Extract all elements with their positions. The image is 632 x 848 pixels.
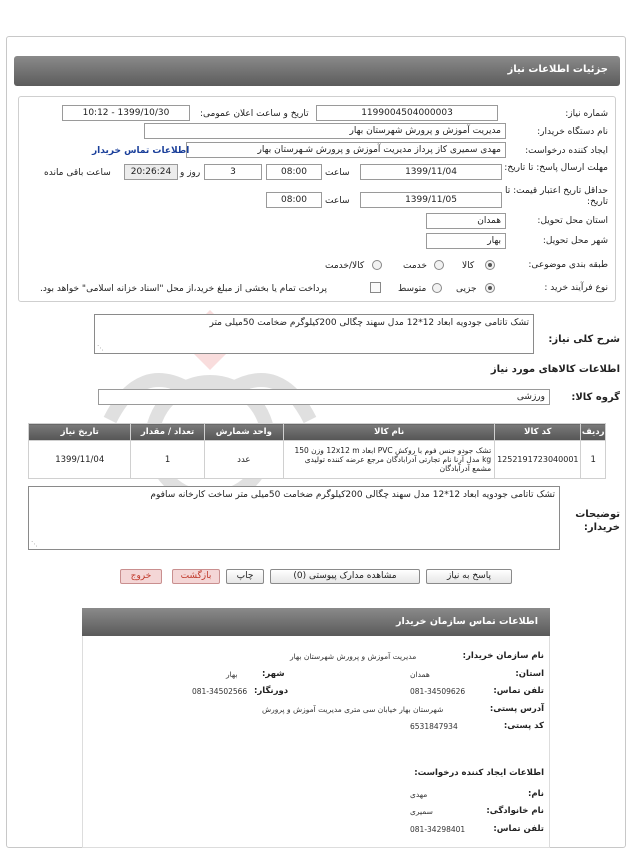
category-option-goods: کالا <box>462 261 475 271</box>
goods-section-title: اطلاعات کالاهای مورد نیاز <box>490 364 620 375</box>
cell-date: 1399/11/04 <box>29 441 131 479</box>
category-radio-goods[interactable] <box>485 260 495 270</box>
province-label: استان محل تحویل: <box>537 216 608 226</box>
summary-label: شرح کلی نیاز: <box>548 334 620 345</box>
summary-textarea[interactable] <box>94 314 534 354</box>
category-option-service: خدمت <box>403 261 427 271</box>
days-field[interactable]: 3 <box>204 164 262 180</box>
process-radio-medium[interactable] <box>432 283 442 293</box>
goods-group-label: گروه کالا: <box>571 392 620 403</box>
cell-unit: عدد <box>204 441 283 479</box>
deadline-date-field[interactable]: 1399/11/04 <box>360 164 502 180</box>
cell-row: 1 <box>581 441 606 479</box>
need-number-label: شماره نیاز: <box>565 109 608 119</box>
remaining-label: ساعت باقی مانده <box>44 168 111 178</box>
summary-text: تشک تاتامی جودویه ابعاد 12*12 مدل سهند چگالی 200کیلوگرم ضخامت 50میلی متر <box>209 318 529 328</box>
col-code: کد کالا <box>495 424 581 441</box>
category-radio-service[interactable] <box>434 260 444 270</box>
contact-panel-title: اطلاعات تماس سازمان خریدار <box>82 608 550 636</box>
col-name: نام کالا <box>284 424 495 441</box>
category-option-both: کالا/خدمت <box>325 261 365 271</box>
buyer-notes-text: تشک تاتامی جودویه ابعاد 12*12 مدل سهند چگالی 200کیلوگرم ضخامت 50میلی متر ساخت کارخانه سافوم <box>150 490 555 500</box>
contact-city-value: بهار <box>226 670 238 679</box>
buyer-contact-link[interactable]: اطلاعات تماس خریدار <box>92 146 190 156</box>
contact-address-value: شهرستان بهار خیابان سی متری مدیریت آموزش و پرورش <box>262 705 444 714</box>
buyer-field[interactable]: مدیریت آموزش و پرورش شهرستان بهار <box>144 123 506 139</box>
print-button[interactable]: چاپ <box>226 569 264 584</box>
creator-name-label: نام: <box>527 789 544 799</box>
creator-phone-value: 081-34298401 <box>410 825 466 834</box>
contact-province-label: استان: <box>515 669 544 679</box>
contact-city-label: شهر: <box>262 669 285 679</box>
contact-province-value: همدان <box>410 670 430 679</box>
category-label: طبقه بندی موضوعی: <box>528 260 608 270</box>
contact-panel <box>82 608 550 848</box>
creator-family-value: سمیری <box>410 807 433 816</box>
creator-info-title: اطلاعات ایجاد کننده درخواست: <box>414 768 544 778</box>
announce-label: تاریخ و ساعت اعلان عمومی: <box>200 109 309 119</box>
contact-phone-label: تلفن تماس: <box>493 686 544 696</box>
province-field[interactable]: همدان <box>426 213 506 229</box>
resize-grip-icon: ⋰ <box>31 540 38 548</box>
process-option-medium: متوسط <box>398 284 427 294</box>
goods-group-field[interactable]: ورزشی <box>98 389 550 405</box>
table-header-row <box>29 424 606 441</box>
page-title: جزئیات اطلاعات نیاز <box>14 56 620 86</box>
treasury-payment-note: پرداخت تمام یا بخشی از مبلغ خرید،از محل "اسناد خزانه اسلامی" خواهد بود. <box>40 284 328 294</box>
contact-fax-value: 081-34502566 <box>192 687 248 696</box>
contact-postal-label: کد پستی: <box>503 721 544 731</box>
reply-button[interactable]: پاسخ به نیاز <box>426 569 512 584</box>
category-radio-both[interactable] <box>372 260 382 270</box>
creator-phone-label: تلفن تماس: <box>493 824 544 834</box>
cell-qty: 1 <box>131 441 204 479</box>
days-label: روز و <box>180 168 201 178</box>
contact-phone-value: 081-34509626 <box>410 687 466 696</box>
process-label: نوع فرآیند خرید : <box>544 283 608 293</box>
announce-field[interactable]: 1399/10/30 - 10:12 <box>62 105 190 121</box>
contact-fax-label: دورنگار: <box>254 686 289 696</box>
buyer-notes-textarea[interactable] <box>28 486 560 550</box>
validity-label: حداقل تاریخ اعتبار قیمت: تا تاریخ: <box>505 186 608 207</box>
treasury-payment-checkbox[interactable] <box>370 282 381 293</box>
buyer-label: نام دستگاه خریدار: <box>537 127 608 137</box>
buyer-notes-label: توضیحات خریدار: <box>575 509 620 533</box>
table-row[interactable] <box>29 441 606 479</box>
deadline-time-field[interactable]: 08:00 <box>266 164 322 180</box>
remaining-time-field: 20:26:24 <box>124 164 178 180</box>
process-radio-minor[interactable] <box>485 283 495 293</box>
col-qty: تعداد / مقدار <box>131 424 204 441</box>
col-unit: واحد شمارش <box>204 424 283 441</box>
contact-org-value: مدیریت آموزش و پرورش شهرستان بهار <box>290 652 417 661</box>
validity-time-field[interactable]: 08:00 <box>266 192 322 208</box>
resize-grip-icon: ⋰ <box>97 344 104 352</box>
attachments-button[interactable]: مشاهده مدارک پیوستی (0) <box>270 569 420 584</box>
city-label: شهر محل تحویل: <box>542 236 608 246</box>
goods-table <box>28 423 606 479</box>
contact-postal-value: 6531847934 <box>410 722 458 731</box>
creator-family-label: نام خانوادگی: <box>486 806 544 816</box>
exit-button[interactable]: خروج <box>120 569 162 584</box>
col-row: ردیف <box>581 424 606 441</box>
deadline-label: مهلت ارسال پاسخ: تا تاریخ: <box>504 163 608 173</box>
validity-time-label: ساعت <box>325 196 350 206</box>
contact-org-label: نام سازمان خریدار: <box>462 651 544 661</box>
back-button[interactable]: بازگشت <box>172 569 220 584</box>
contact-address-label: آدرس پستی: <box>489 704 544 714</box>
validity-date-field[interactable]: 1399/11/05 <box>360 192 502 208</box>
city-field[interactable]: بهار <box>426 233 506 249</box>
col-date: تاریخ نیاز <box>29 424 131 441</box>
cell-name: تشک جودو جنس فوم با روکش PVC ابعاد 12x12 m وزن 150 kg مدل آرنا نام تجارتی آدرابادگان مرجع عرضه کننده تولیدی مشمع آدرآبادگان <box>284 441 495 479</box>
deadline-time-label: ساعت <box>325 168 350 178</box>
creator-label: ایجاد کننده درخواست: <box>525 146 608 156</box>
creator-field[interactable]: مهدی سمیری کاز پرداز مدیریت آموزش و پرورش شـهرستان بهار <box>186 142 506 158</box>
cell-code: 1252191723040001 <box>495 441 581 479</box>
process-option-minor: جزیی <box>456 284 477 294</box>
creator-name-value: مهدی <box>410 790 428 799</box>
need-number-field[interactable]: 1199004504000003 <box>316 105 498 121</box>
